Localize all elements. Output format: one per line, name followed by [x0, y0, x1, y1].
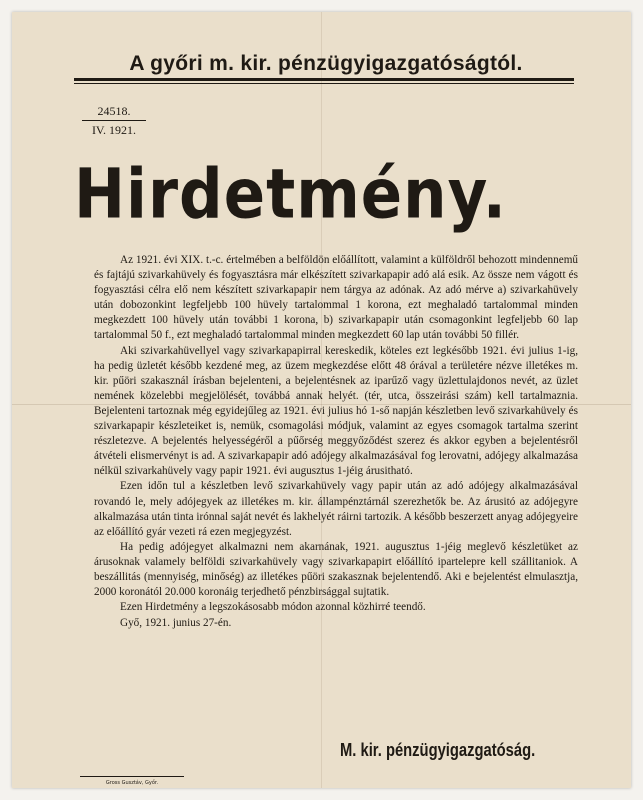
reference-number-block: [82, 102, 146, 139]
header-rule-thin: [74, 83, 574, 84]
printer-rule: [80, 776, 184, 777]
printer-imprint: Gross Gusztáv, Győr.: [105, 780, 159, 786]
place-date: Győ, 1921. junius 27-én.: [120, 617, 232, 630]
poster-sheet: [12, 12, 631, 788]
issuer-header: A győri m. kir. pénzügyigazgatóságtól.: [129, 52, 523, 75]
reference-section: IV. 1921.: [91, 123, 137, 137]
document-title: Hirdetmény.: [74, 154, 507, 235]
paragraph: Ezen időn tul a készletben levő szivarkahüvely vagy papir után az adó adójegy alkalmazásával rovandó le, mely adójegyek az illetékes m. kir. állampénztárnál szerezhetők be. Az árusitó az adójegyre alkalmazása után tinta irónnal saját nevét és lakhelyét ráirni tartozik. A később beszerzett anyag adójegyeire az előállító gyár vezeti rá ezen megjegyzést.: [94, 480, 578, 538]
paragraph: Ezen Hirdetmény a legszokásosabb módon azonnal közhirré teendő.: [120, 601, 426, 614]
header-rule-thick: [74, 78, 574, 81]
reference-number: 24518.: [82, 102, 146, 121]
paragraph: Ha pedig adójegyet alkalmazni nem akarnának, 1921. augusztus 1-jéig meglevő készletüket az árusoknak valamely belföldi szivarkahüvely vagy szivarkapapirt előállító ipartelepre kell szállitaniok. A beszállitás (mennyiség, minőség) az illetékes pűöri szakasznak bejelentendő. Aki e bejelentést elmulasztja, 2000 koronától 20.000 koronáig terjedhető pénzbirsággal sujtatik.: [94, 540, 578, 599]
paragraph: Aki szivarkahüvellyel vagy szivarkapapirral kereskedik, köteles ezt legkésőbb 1921. évi julius 1-ig, ha pedig üzletét később kezdené meg, az üzem megkezdése előtt 48 órával a területére nézve illetékes m. kir. pűöri szakasznál írásban bejelenteni, a bejelentésnek az iparűző vagy üzlettulajdonos nevét, az üzlet nemének közelebbi megjelölését, továbbá annak helyét. (tér, utca, összeirási szám) kell tartalmaznia. Bejelenteni tartoznak még egyidejűleg az 1921. évi julius hó 1-ső napján készletben levő szivarkahüvely és szivarkapapir készleteiket is, nemük, csomagolási módjuk, valamint az egyes csomagok tartalma szerint részletezve. A bejelentés helyességéről a pűőrség meggyőződést szerez és akkor egyben a bejelentésről átvételi elismervényt is ad. A szivarkapapir adó adójegy alkalmazásával fog lerovatni, adójegy alkalmazása nélkül szivarkahüvely vagy papir 1921. évi augusztus 1-jéig árusitható.: [94, 344, 578, 478]
announcement-body: [94, 253, 578, 631]
signature: M. kir. pénzügyigazgatóság.: [340, 740, 536, 760]
paragraph: Az 1921. évi XIX. t.-c. értelmében a belföldön előállított, valamint a külföldről behozott mindennemű és fajtájú szivarkahüvely és fogyasztásra már elkészített szivarkapapir adó alá esik. Az össze nem vágott és fogyasztási célra elő nem készített szivarkapapir nem tárgya az adónak. Az adó mérve a) szivarkahüvely után dobozonkint legfeljebb 100 hüvely tartalommal 1 korona, ezt meghaladó tartalommal minden megkezdett 100 hüvely után további 1 korona, b) szivarkapapir után csomagonkint legfeljebb 60 lap tartalommal 50 f., ezt meghaladó tartalommal minden megkezdett 60 lap után további 50 fillér.: [94, 254, 578, 342]
